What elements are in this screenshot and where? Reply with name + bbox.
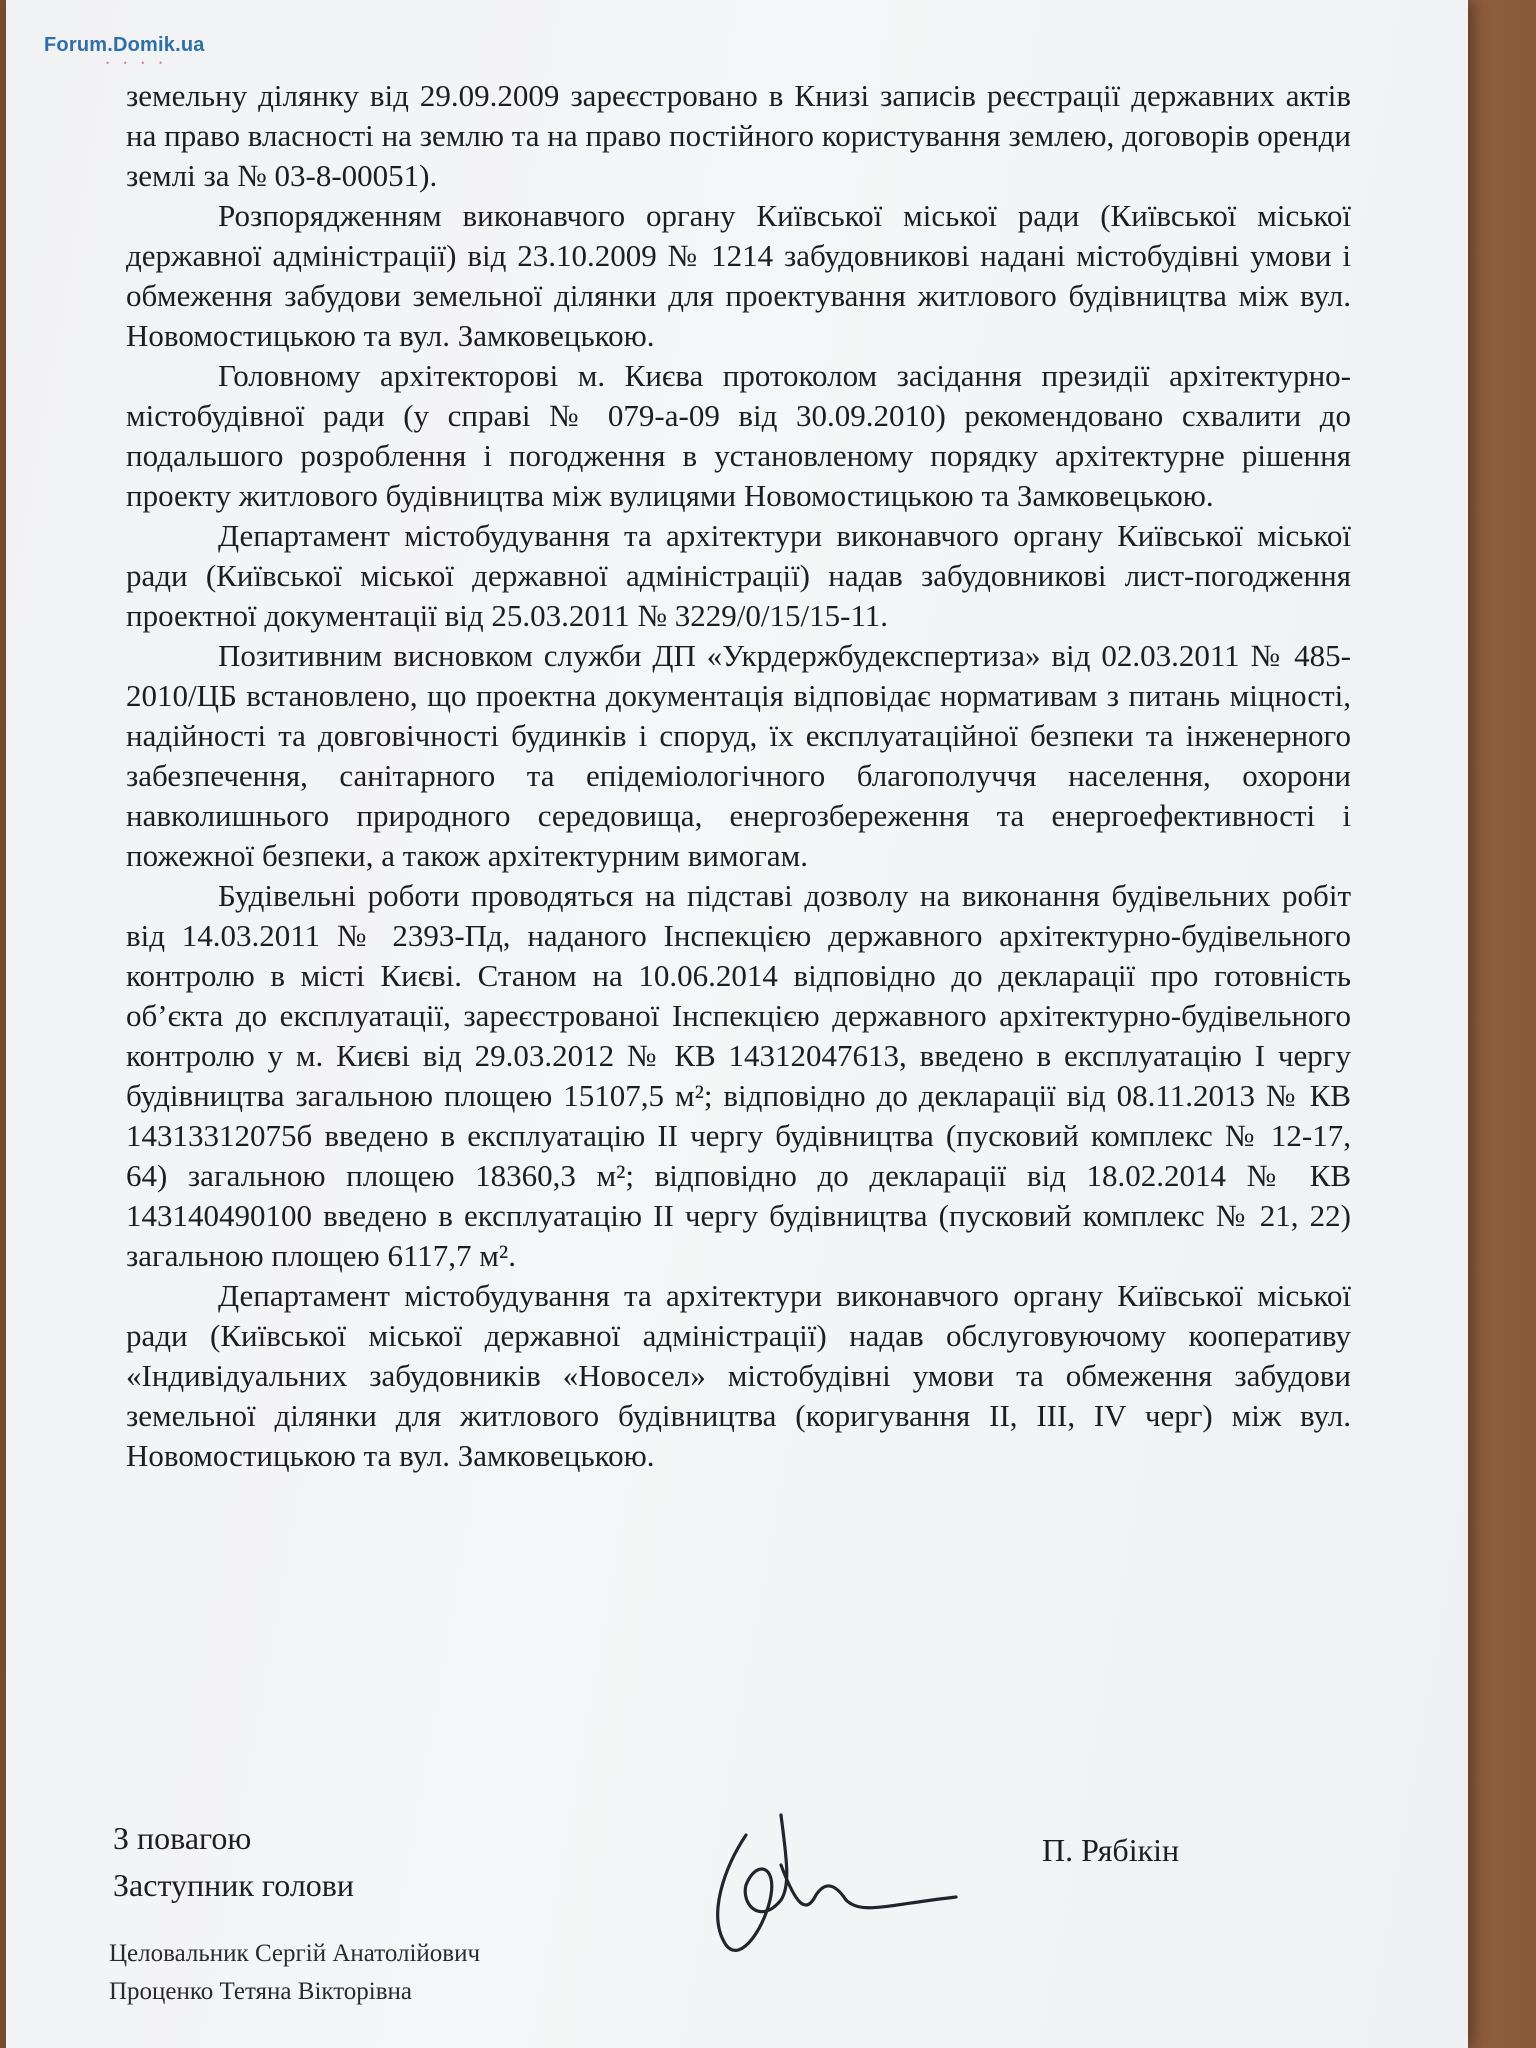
watermark-dots: • • • • xyxy=(106,58,169,68)
paragraph: Позитивним висновком служби ДП «Укрдержбудекспертиза» від 02.03.2011 № 485-2010/ЦБ встановлено, що проектна документація відповідає нормативам з питань міцності, надійності та довговічності будинків і споруд, їх експлуатаційної безпеки та інженерного забезпечення, санітарного та епідеміологічного благополуччя населення, охорони навколишнього природного середовища, енергозбереження та енергоефективності і пожежної безпеки, а також архітектурним вимогам. xyxy=(126,638,1351,873)
document-page xyxy=(6,0,1468,2048)
executors-block xyxy=(109,1935,480,2011)
paragraph: Департамент містобудування та архітектури виконавчого органу Київської міської ради (Київської міської державної адміністрації) надав обслуговуючому кооперативу «Індивідуальних забудовників «Новосел» містобудівні умови та обмеження забудови земельної ділянки для житлового будівництва (коригування ІІ, ІІІ, IV черг) між вул. Новомостицькою та вул. Замковецькою. xyxy=(126,1278,1351,1473)
signer-position: Заступник голови xyxy=(113,1867,355,1903)
executor-name: Целовальник Сергій Анатолійович xyxy=(109,1940,481,1967)
closing-regards: З повагою xyxy=(113,1820,252,1856)
paragraph: Департамент містобудування та архітектури виконавчого органу Київської міської ради (Київської міської державної адміністрації) надав забудовникові лист-погодження проектної документації від 25.03.2011 № 3229/0/15/15-11. xyxy=(126,518,1351,633)
closing-block xyxy=(113,1815,354,1909)
handwritten-signature xyxy=(686,1805,966,1975)
paragraph: Головному архітекторові м. Києва протоколом засідання президії архітектурно-містобудівної ради (у справі № 079-а-09 від 30.09.2010) рекомендовано схвалити до подальшого розроблення і погодження в установленому порядку архітектурне рішення проекту житлового будівництва між вулицями Новомостицькою та Замковецькою. xyxy=(126,358,1351,513)
letter-body xyxy=(126,76,1351,1476)
paragraph: земельну ділянку від 29.09.2009 зареєстровано в Книзі записів реєстрації державних актів на право власності на землю та на право постійного користування землею, договорів оренди землі за № 03-8-00051). xyxy=(126,78,1351,193)
paragraph: Будівельні роботи проводяться на підставі дозволу на виконання будівельних робіт від 14.03.2011 № 2393-Пд, наданого Інспекцією державного архітектурно-будівельного контролю в місті Києві. Станом на 10.06.2014 відповідно до декларації про готовність об’єкта до експлуатації, зареєстрованої Інспекцією державного архітектурно-будівельного контролю у м. Києві від 29.03.2012 № КВ 14312047613, введено в експлуатацію І чергу будівництва загальною площею 15107,5 м²; відповідно до декларації від 08.11.2013 № КВ 14313312075б введено в експлуатацію ІІ чергу будівництва (пусковий комплекс № 12-17, 64) загальною площею 18360,3 м²; відповідно до декларації від 18.02.2014 № КВ 143140490100 введено в експлуатацію ІІ чергу будівництва (пусковий комплекс № 21, 22) загальною площею 6117,7 м². xyxy=(126,878,1351,1273)
signer-name: П. Рябікін xyxy=(1042,1832,1180,1868)
executor-name: Проценко Тетяна Вікторівна xyxy=(109,1978,413,2005)
site-watermark: Forum.Domik.ua xyxy=(44,34,205,56)
paragraph: Розпорядженням виконавчого органу Київської міської ради (Київської міської державної адміністрації) від 23.10.2009 № 1214 забудовникові надані містобудівні умови і обмеження забудови земельної ділянки для проектування житлового будівництва між вул. Новомостицькою та вул. Замковецькою. xyxy=(126,198,1351,353)
